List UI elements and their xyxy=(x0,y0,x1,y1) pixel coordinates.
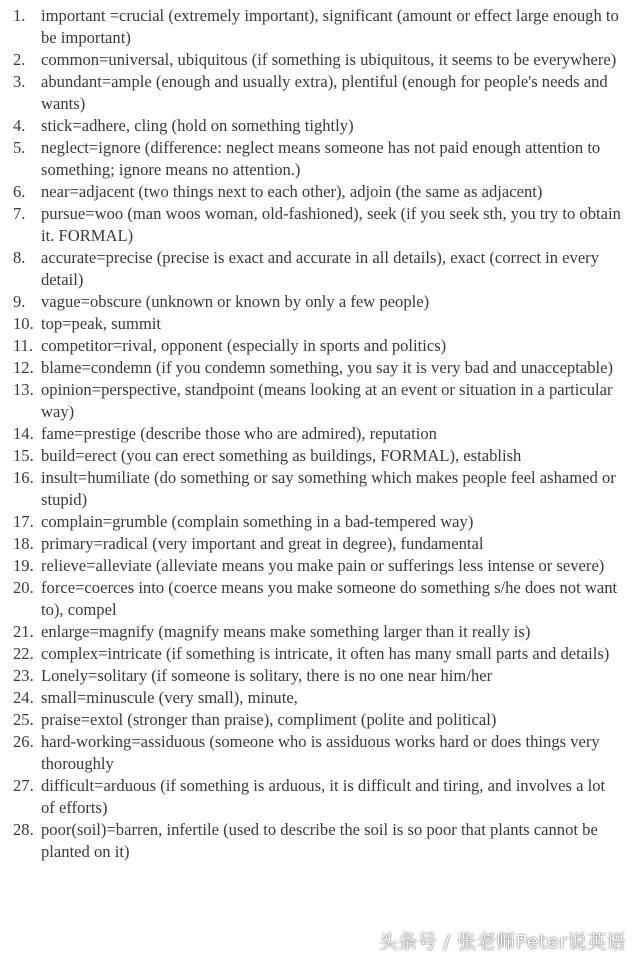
item-number: 16. xyxy=(13,468,34,487)
item-text: enlarge=magnify (magnify means make something larger than it really is) xyxy=(41,622,531,641)
item-text: poor(soil)=barren, infertile (used to describe the soil is so poor that plants cannot be planted on it) xyxy=(41,820,598,861)
list-item xyxy=(0,731,640,775)
list-item xyxy=(0,643,640,665)
item-number: 1. xyxy=(13,6,26,25)
item-text: abundant=ample (enough and usually extra), plentiful (enough for people's needs and wants) xyxy=(41,72,608,113)
item-text: near=adjacent (two things next to each other), adjoin (the same as adjacent) xyxy=(41,182,543,201)
list-item xyxy=(0,819,640,863)
item-number: 24. xyxy=(13,688,34,707)
item-number: 14. xyxy=(13,424,34,443)
item-number: 28. xyxy=(13,820,34,839)
list-item xyxy=(0,775,640,819)
item-text: fame=prestige (describe those who are admired), reputation xyxy=(41,424,437,443)
list-item xyxy=(0,577,640,621)
list-item xyxy=(0,555,640,577)
list-item xyxy=(0,357,640,379)
item-number: 18. xyxy=(13,534,34,553)
item-text: build=erect (you can erect something as buildings, FORMAL), establish xyxy=(41,446,522,465)
item-number: 8. xyxy=(13,248,26,267)
item-text: competitor=rival, opponent (especially in sports and politics) xyxy=(41,336,447,355)
item-number: 22. xyxy=(13,644,34,663)
item-text: difficult=arduous (if something is arduous, it is difficult and tiring, and involves a lot of efforts) xyxy=(41,776,606,817)
item-text: complex=intricate (if something is intricate, it often has many small parts and details) xyxy=(41,644,610,663)
item-text: neglect=ignore (difference: neglect means someone has not paid enough attention to something; ignore means no attention.) xyxy=(41,138,601,179)
item-number: 3. xyxy=(13,72,26,91)
item-text: opinion=perspective, standpoint (means looking at an event or situation in a particular way) xyxy=(41,380,613,421)
item-text: stick=adhere, cling (hold on something tightly) xyxy=(41,116,354,135)
list-item xyxy=(0,533,640,555)
item-number: 21. xyxy=(13,622,34,641)
list-item xyxy=(0,291,640,313)
list-item xyxy=(0,665,640,687)
item-number: 11. xyxy=(13,336,34,355)
item-number: 19. xyxy=(13,556,34,575)
item-text: accurate=precise (precise is exact and accurate in all details), exact (correct in every detail) xyxy=(41,248,600,289)
item-number: 2. xyxy=(13,50,26,69)
list-item xyxy=(0,49,640,71)
item-number: 9. xyxy=(13,292,26,311)
list-item xyxy=(0,687,640,709)
item-text: blame=condemn (if you condemn something, you say it is very bad and unacceptable) xyxy=(41,358,613,377)
list-item xyxy=(0,203,640,247)
list-item xyxy=(0,71,640,115)
list-item xyxy=(0,621,640,643)
item-text: common=universal, ubiquitous (if something is ubiquitous, it seems to be everywhere) xyxy=(41,50,617,69)
item-number: 5. xyxy=(13,138,26,157)
list-item xyxy=(0,137,640,181)
item-number: 12. xyxy=(13,358,34,377)
item-text: small=minuscule (very small), minute, xyxy=(41,688,298,707)
item-text: hard-working=assiduous (someone who is assiduous works hard or does things very thoroughly xyxy=(41,732,600,773)
item-text: primary=radical (very important and great in degree), fundamental xyxy=(41,534,484,553)
item-number: 10. xyxy=(13,314,34,333)
item-number: 13. xyxy=(13,380,34,399)
item-text: praise=extol (stronger than praise), compliment (polite and political) xyxy=(41,710,497,729)
item-number: 25. xyxy=(13,710,34,729)
item-text: force=coerces into (coerce means you make someone do something s/he does not want to), compel xyxy=(41,578,618,619)
item-number: 4. xyxy=(13,116,26,135)
list-item xyxy=(0,379,640,423)
item-text: important =crucial (extremely important), significant (amount or effect large enough to be important) xyxy=(41,6,619,47)
watermark: 头条号 / 张老师Peter说英语 xyxy=(378,931,626,953)
list-item xyxy=(0,5,640,49)
item-number: 7. xyxy=(13,204,26,223)
item-number: 17. xyxy=(13,512,34,531)
list-item xyxy=(0,313,640,335)
item-text: complain=grumble (complain something in a bad-tempered way) xyxy=(41,512,474,531)
item-number: 15. xyxy=(13,446,34,465)
list-item xyxy=(0,511,640,533)
item-text: top=peak, summit xyxy=(41,314,161,333)
list-item xyxy=(0,467,640,511)
list-item xyxy=(0,115,640,137)
item-text: insult=humiliate (do something or say something which makes people feel ashamed or stupid) xyxy=(41,468,616,509)
vocabulary-list xyxy=(0,5,640,863)
list-item xyxy=(0,335,640,357)
list-item xyxy=(0,445,640,467)
item-text: Lonely=solitary (if someone is solitary, there is no one near him/her xyxy=(41,666,493,685)
item-number: 23. xyxy=(13,666,34,685)
list-item xyxy=(0,247,640,291)
item-text: relieve=alleviate (alleviate means you make pain or sufferings less intense or severe) xyxy=(41,556,605,575)
item-number: 26. xyxy=(13,732,34,751)
item-number: 6. xyxy=(13,182,26,201)
list-item xyxy=(0,709,640,731)
item-number: 27. xyxy=(13,776,34,795)
list-item xyxy=(0,423,640,445)
item-text: vague=obscure (unknown or known by only a few people) xyxy=(41,292,430,311)
list-item xyxy=(0,181,640,203)
item-number: 20. xyxy=(13,578,34,597)
item-text: pursue=woo (man woos woman, old-fashioned), seek (if you seek sth, you try to obtain it. FORMAL) xyxy=(41,204,621,245)
